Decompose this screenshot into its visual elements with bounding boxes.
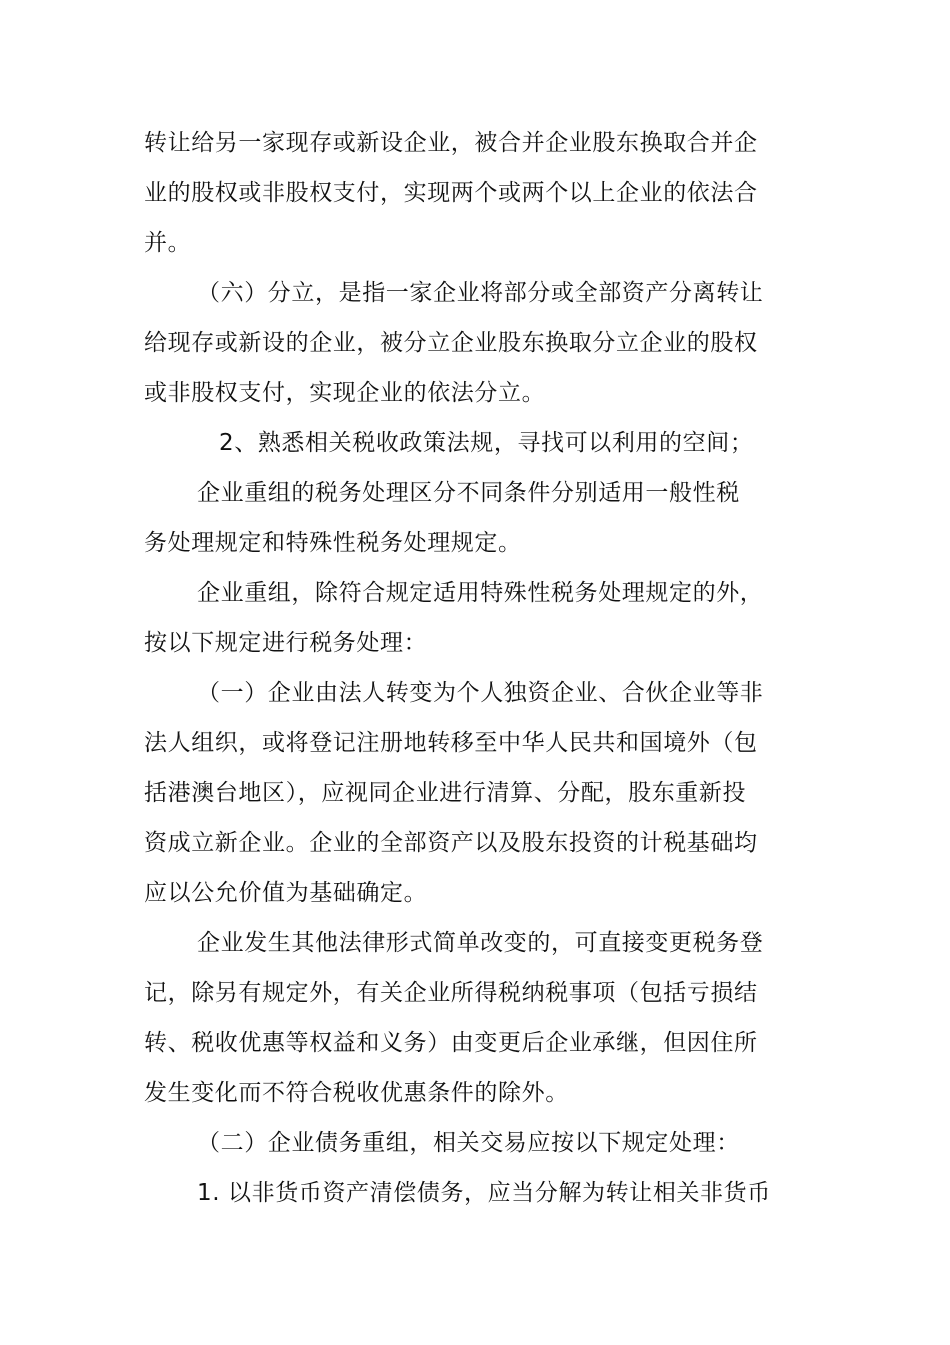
text-line: 资成立新企业。企业的全部资产以及股东投资的计税基础均: [144, 830, 758, 856]
text-line: 给现存或新设的企业，被分立企业股东换取分立企业的股权: [144, 330, 758, 356]
text-line: 企业发生其他法律形式简单改变的，可直接变更税务登: [197, 930, 764, 956]
text-line: 2、熟悉相关税收政策法规，寻找可以利用的空间；: [219, 430, 754, 456]
text-line: 发生变化而不符合税收优惠条件的除外。: [144, 1080, 569, 1106]
text-line: 法人组织，或将登记注册地转移至中华人民共和国境外（包: [144, 730, 758, 756]
text-line: 业的股权或非股权支付，实现两个或两个以上企业的依法合: [144, 180, 758, 206]
text-line: 转让给另一家现存或新设企业，被合并企业股东换取合并企: [144, 130, 758, 156]
text-line: 务处理规定和特殊性税务处理规定。: [144, 530, 522, 556]
text-line: 按以下规定进行税务处理：: [144, 630, 428, 656]
text-line: 并。: [144, 230, 192, 256]
text-line: 转、税收优惠等权益和义务）由变更后企业承继，但因住所: [144, 1030, 758, 1056]
text-line: （二）企业债务重组，相关交易应按以下规定处理：: [197, 1130, 740, 1156]
text-line: 企业重组，除符合规定适用特殊性税务处理规定的外，: [197, 580, 764, 606]
text-line: 应以公允价值为基础确定。: [144, 880, 428, 906]
text-line: 企业重组的税务处理区分不同条件分别适用一般性税: [197, 480, 740, 506]
text-line: （一）企业由法人转变为个人独资企业、合伙企业等非: [197, 680, 764, 706]
text-line: 1. 以非货币资产清偿债务，应当分解为转让相关非货币: [197, 1180, 771, 1206]
text-line: 括港澳台地区），应视同企业进行清算、分配，股东重新投: [144, 780, 747, 806]
text-line: 或非股权支付，实现企业的依法分立。: [144, 380, 546, 406]
text-line: （六）分立，是指一家企业将部分或全部资产分离转让: [197, 280, 764, 306]
text-line: 记，除另有规定外，有关企业所得税纳税事项（包括亏损结: [144, 980, 758, 1006]
